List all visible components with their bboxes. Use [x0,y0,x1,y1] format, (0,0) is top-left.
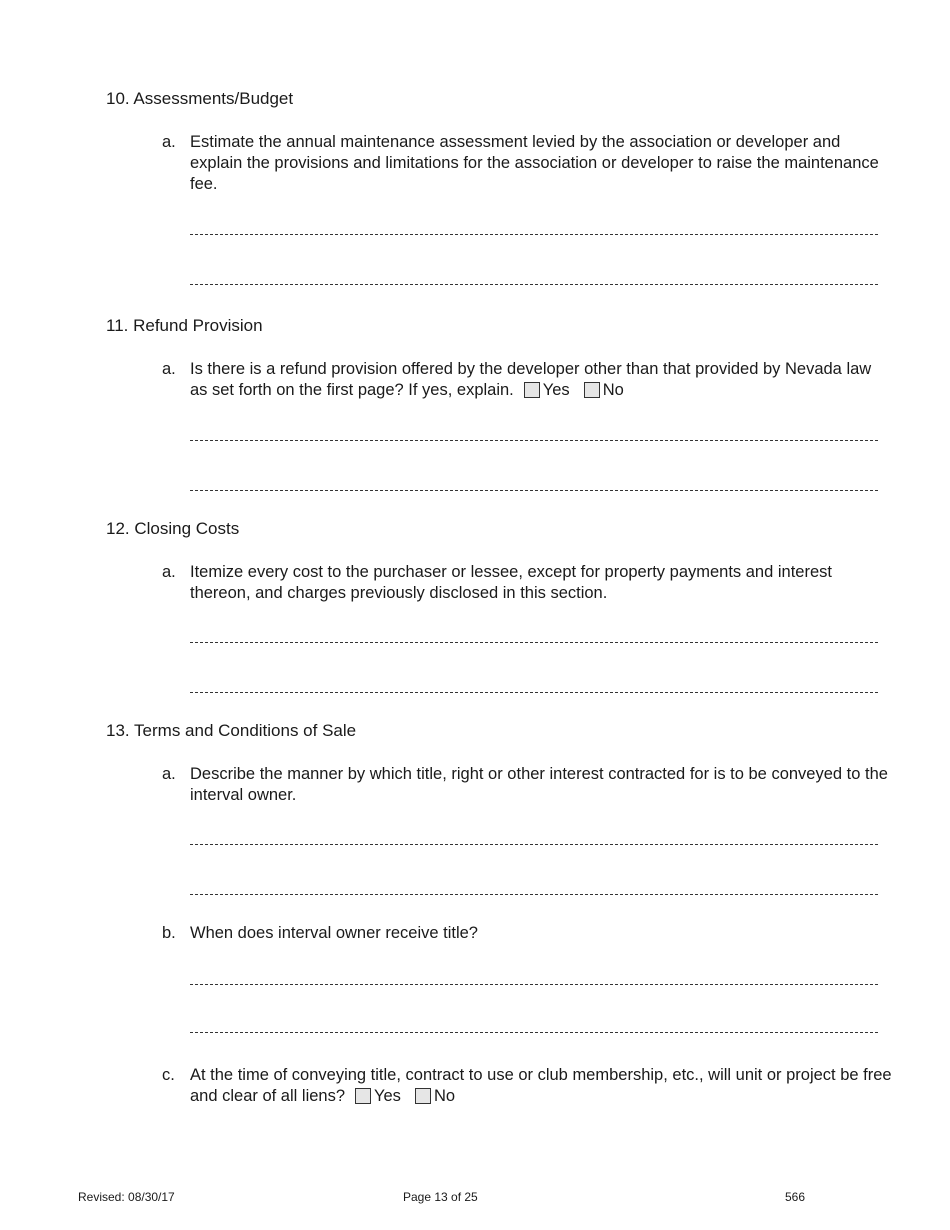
section-title-terms-conditions: 13. Terms and Conditions of Sale [106,721,357,740]
answer-line-12a-2[interactable] [190,692,878,693]
item-letter: a. [162,765,176,783]
yes-label: Yes [374,1087,401,1105]
item-letter: a. [162,563,176,581]
question-13c [162,1065,892,1107]
question-13a [162,764,892,806]
answer-line-13a-2[interactable] [190,894,878,895]
item-letter: c. [162,1066,175,1084]
answer-line-11a-2[interactable] [190,490,878,491]
answer-line-13b-2[interactable] [190,1032,878,1033]
no-label: No [433,1087,456,1105]
question-12a [162,562,892,604]
item-letter: a. [162,133,176,151]
answer-line-12a-1[interactable] [190,642,878,643]
yes-label: Yes [542,381,570,399]
item-letter: b. [162,924,176,942]
question-text: At the time of conveying title, contract to use or club membership, etc., will unit or project be free and clear of all liens? [190,1066,892,1105]
question-11a [162,359,892,401]
section-title-closing-costs: 12. Closing Costs [106,519,240,538]
answer-line-11a-1[interactable] [190,440,878,441]
no-label: No [602,381,624,399]
answer-line-10a-2[interactable] [190,284,878,285]
answer-line-13a-1[interactable] [190,844,878,845]
answer-line-10a-1[interactable] [190,234,878,235]
question-13b [162,923,892,944]
question-text: Estimate the annual maintenance assessment levied by the association or developer and explain the provisions and limitations for the association or developer to raise the maintenance fee. [190,133,879,193]
item-letter: a. [162,360,176,378]
yes-checkbox[interactable] [355,1088,371,1104]
section-title-refund-provision: 11. Refund Provision [106,316,263,335]
question-text: Describe the manner by which title, right or other interest contracted for is to be conveyed to the interval owner. [190,765,888,804]
question-text: When does interval owner receive title? [190,924,478,942]
no-checkbox[interactable] [415,1088,431,1104]
no-checkbox[interactable] [584,382,600,398]
question-text: Is there is a refund provision offered by the developer other than that provided by Nevada law as set forth on the first page? If yes, explain. [190,360,872,399]
question-text: Itemize every cost to the purchaser or lessee, except for property payments and interest thereon, and charges previously disclosed in this section. [190,563,832,602]
footer-page-number: Page 13 of 25 [403,1190,478,1204]
section-title-assessments-budget: 10. Assessments/Budget [106,89,294,108]
question-10a [162,132,892,195]
footer-revised-date: Revised: 08/30/17 [78,1190,175,1204]
footer-form-number: 566 [785,1190,806,1204]
question-text-wrap [190,1065,892,1107]
yes-checkbox[interactable] [524,382,540,398]
question-text-wrap [190,359,892,401]
answer-line-13b-1[interactable] [190,984,878,985]
